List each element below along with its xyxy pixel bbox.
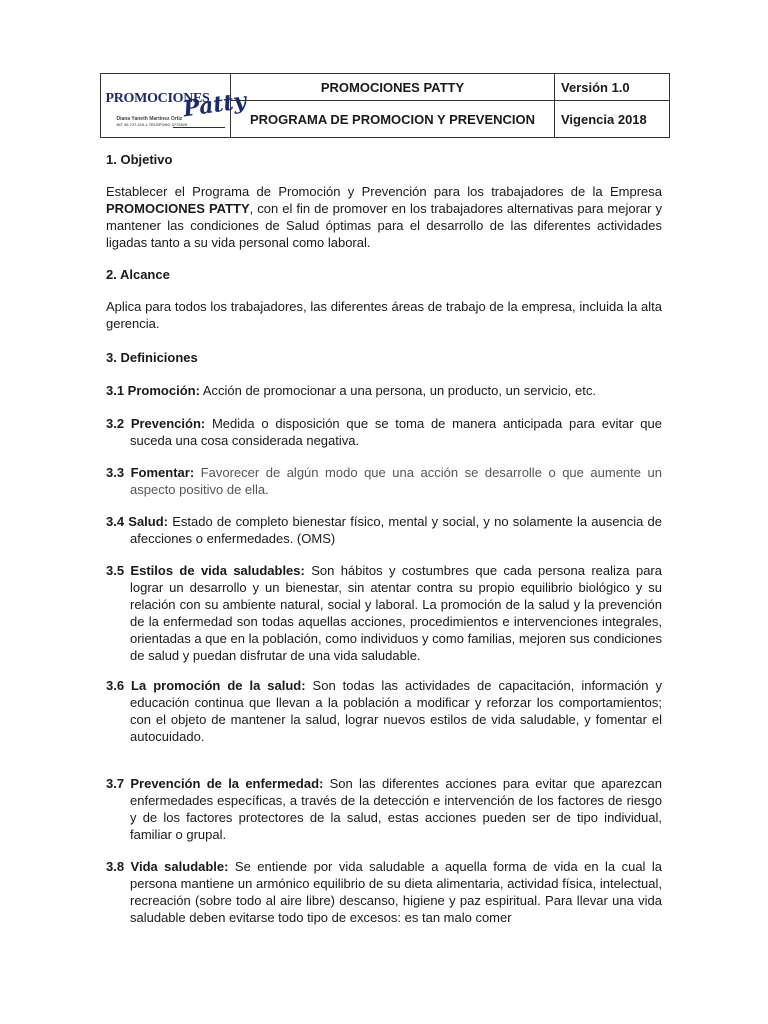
program-title-cell: PROGRAMA DE PROMOCION Y PREVENCION — [231, 101, 555, 138]
definition-text: Acción de promocionar a una persona, un producto, un servicio, etc. — [199, 383, 596, 398]
definition-text: Son hábitos y costumbres que cada persona realiza para lograr un desarrollo y un bienestar, sin atentar contra su propio equilibrio biológico y su relación con su ambiente natural, social y laboral. La promoción de la salud y la prevención de la enfermedad son todas aquellas acciones, procedimientos e intervenciones integrales, orientadas a que en la población, como individuos y como familias, mejoren sus condiciones de salud y puedan disfrutar de una vida saludable. — [130, 563, 662, 663]
logo-owner-line: Diana Yaneth Martinez Ortiz — [116, 115, 183, 122]
definition-term: 3.5 Estilos de vida saludables: — [106, 563, 305, 578]
objetivo-text-start: Establecer el Programa de Promoción y Prevención para los trabajadores de la Empresa — [106, 184, 662, 199]
definition-term: 3.4 Salud: — [106, 514, 169, 529]
definition-text: Estado de completo bienestar físico, mental y social, y no solamente la ausencia de afecciones o enfermedades. (OMS) — [130, 514, 662, 546]
definition-term: 3.1 Promoción: — [106, 383, 200, 398]
objetivo-company-name: PROMOCIONES PATTY — [106, 201, 250, 216]
definition-item — [106, 513, 662, 547]
definition-item — [106, 415, 662, 449]
definition-item — [106, 562, 662, 664]
definition-item — [106, 464, 662, 498]
definition-text: Son las diferentes acciones para evitar que aparezcan enfermedades específicas, a través de la detección e intervención de los factores de riesgo y de los factores protectores de la salud, estas acciones pueden ser de tipo individual, familiar o grupal. — [130, 776, 662, 842]
definition-text: Se entiende por vida saludable a aquella forma de vida en la cual la persona mantiene un armónico equilibrio de su dieta alimentaria, actividad física, intelectual, recreación (sobre todo al aire libre) descanso, higiene y paz espiritual. Para llevar una vida saludable deben evitarse todo tipo de excesos: es tan malo comer — [130, 859, 662, 925]
version-cell: Versión 1.0 — [555, 74, 670, 101]
document-header-table — [100, 73, 670, 138]
definition-term: 3.3 Fomentar: — [106, 465, 195, 480]
definition-term: 3.6 La promoción de la salud: — [106, 678, 306, 693]
definition-item — [106, 382, 662, 399]
definition-text: Favorecer de algún modo que una acción se desarrolle o que aumente un aspecto positivo de ella. — [130, 465, 662, 497]
definition-item — [106, 677, 662, 745]
definition-term: 3.2 Prevención: — [106, 416, 206, 431]
definition-term: 3.8 Vida saludable: — [106, 859, 229, 874]
logo-swoosh — [173, 127, 225, 128]
objetivo-text-end: , con el fin de promover en los trabajadores alternativas para mejorar y mantener las condiciones de Salud óptimas para el desarrollo de las diferentes actividades ligadas tanto a su vida personal como laboral. — [106, 201, 662, 250]
alcance-paragraph: Aplica para todos los trabajadores, las diferentes áreas de trabajo de la empresa, incluida la alta gerencia. — [106, 299, 662, 331]
company-logo — [103, 77, 248, 135]
definition-term: 3.7 Prevención de la enfermedad: — [106, 776, 324, 791]
company-name-cell: PROMOCIONES PATTY — [231, 74, 555, 101]
logo-cell — [101, 74, 248, 138]
definition-text: Medida o disposición que se toma de manera anticipada para evitar que suceda una cosa considerada negativa. — [130, 416, 662, 448]
definition-text: Son todas las actividades de capacitación, información y educación continua que llevan a la población a modificar y reforzar los comportamientos; con el objeto de mantener la salud, lograr nuevos estilos de vida saludable, y fomentar el autocuidado. — [130, 678, 662, 744]
section-heading-definiciones: 3. Definiciones — [106, 350, 198, 365]
validity-cell: Vigencia 2018 — [555, 101, 670, 138]
section-heading-alcance: 2. Alcance — [106, 267, 170, 282]
definition-item — [106, 775, 662, 843]
definition-item — [106, 858, 662, 926]
section-heading-objetivo: 1. Objetivo — [106, 152, 173, 167]
logo-word-promociones: PROMOCIONES — [105, 90, 210, 106]
objetivo-paragraph — [106, 183, 662, 251]
logo-word-patty: Patty — [180, 87, 248, 122]
logo-nit-line: NIT 36.727.219-1 TELEFONO 3772829 — [116, 121, 188, 127]
